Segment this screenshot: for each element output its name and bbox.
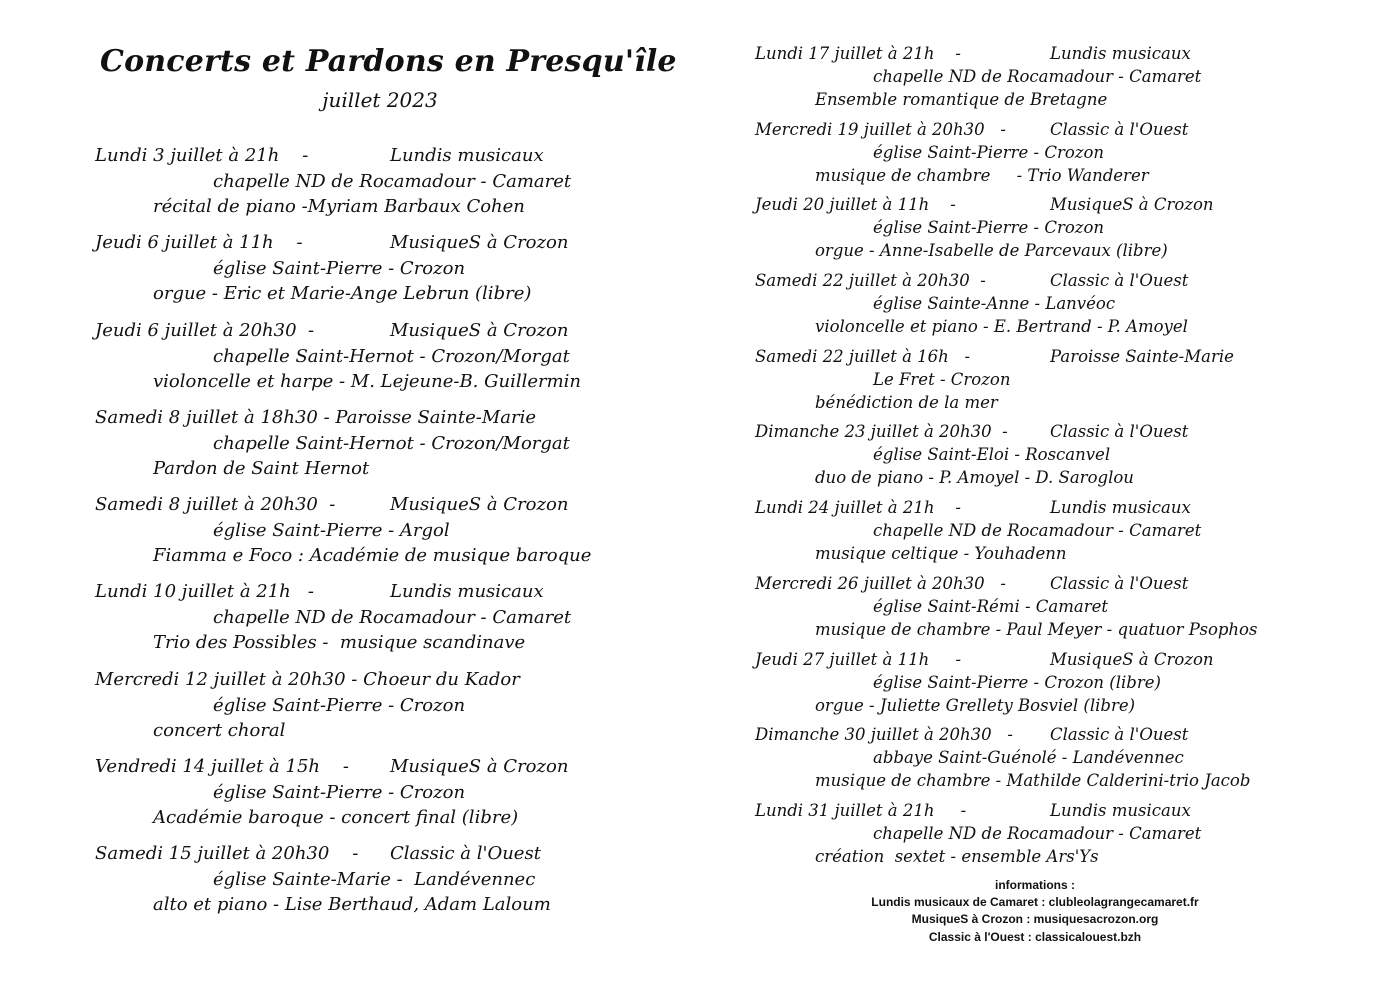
event-program: récital de piano -Myriam Barbaux Cohen	[153, 196, 525, 217]
event-date: Lundi 17 juillet à 21h -	[755, 44, 962, 63]
event-program: musique celtique - Youhadenn	[815, 544, 1067, 564]
event-date: Jeudi 27 juillet à 11h -	[755, 649, 962, 669]
event-date: Lundi 10 juillet à 21h -	[95, 581, 315, 603]
event-entry	[755, 801, 1375, 877]
event-entry	[755, 195, 1375, 271]
event-program: concert choral	[153, 719, 286, 741]
event-organizer: Lundis musicaux	[1050, 498, 1191, 518]
event-organizer: MusiqueS à Crozon	[390, 319, 569, 341]
event-heading-line	[755, 422, 1188, 441]
event-organizer: Lundis musicaux	[390, 145, 544, 166]
event-organizer: MusiqueS à Crozon	[1050, 195, 1214, 215]
event-entry	[95, 232, 695, 319]
event-heading-line	[95, 145, 544, 166]
event-heading-line	[755, 498, 1191, 517]
event-heading-line	[95, 581, 544, 602]
event-date: Samedi 22 juillet à 20h30 -	[755, 271, 986, 291]
event-organizer: Lundis musicaux	[1050, 800, 1191, 820]
event-heading-line	[95, 843, 541, 864]
event-program: musique de chambre - Mathilde Calderini-trio Jacob	[815, 771, 1251, 791]
event-date: Mercredi 19 juillet à 20h30 -	[755, 119, 1006, 139]
event-heading-line	[755, 120, 1188, 139]
event-date: Jeudi 20 juillet à 11h -	[755, 195, 956, 215]
event-date: Lundi 24 juillet à 21h -	[755, 498, 962, 518]
event-heading-line	[755, 650, 1214, 669]
event-entry	[755, 650, 1375, 726]
event-entry	[755, 725, 1375, 801]
event-venue: église Saint-Pierre - Crozon	[213, 782, 466, 804]
event-heading-line	[755, 801, 1191, 820]
event-entry	[755, 498, 1375, 574]
event-venue: chapelle ND de Rocamadour - Camaret	[873, 521, 1202, 541]
info-heading: informations :	[995, 878, 1075, 892]
event-heading-line	[755, 44, 1191, 63]
event-heading-line	[755, 725, 1188, 744]
event-organizer: MusiqueS à Crozon	[390, 494, 569, 516]
event-organizer: Classic à l'Ouest	[1050, 573, 1189, 593]
event-entry	[95, 407, 695, 494]
right-column-events	[755, 44, 1375, 877]
event-organizer: Classic à l'Ouest	[1050, 725, 1189, 745]
event-venue: chapelle Saint-Hernot - Crozon/Morgat	[213, 432, 570, 454]
event-venue: église Saint-Pierre - Argol	[213, 520, 450, 542]
event-venue: Le Fret - Crozon	[873, 369, 1011, 389]
event-entry	[755, 44, 1375, 120]
event-heading-line	[755, 347, 1234, 366]
event-venue: église Saint-Rémi - Camaret	[873, 596, 1109, 616]
event-program: Académie baroque - concert final (libre)	[153, 807, 519, 829]
event-heading-line	[95, 407, 536, 428]
event-program: musique de chambre - Trio Wanderer	[815, 165, 1149, 185]
event-date: Samedi 22 juillet à 16h -	[755, 346, 971, 366]
event-organizer: Classic à l'Ouest	[1050, 119, 1189, 139]
event-organizer: Paroisse Sainte-Marie	[1050, 346, 1234, 366]
event-entry	[95, 494, 695, 581]
event-program: orgue - Eric et Marie-Ange Lebrun (libre)	[153, 283, 532, 305]
event-date: Dimanche 23 juillet à 20h30 -	[755, 422, 1008, 442]
info-line: Classic à l'Ouest : classicalouest.bzh	[928, 929, 1142, 944]
event-program: Trio des Possibles - musique scandinave	[153, 632, 526, 654]
event-date: Dimanche 30 juillet à 20h30 -	[755, 725, 1013, 745]
event-date: Lundi 31 juillet à 21h -	[755, 800, 967, 820]
event-venue: église Saint-Pierre - Crozon	[213, 258, 466, 280]
event-program: duo de piano - P. Amoyel - D. Saroglou	[815, 468, 1134, 488]
event-date: Mercredi 26 juillet à 20h30 -	[755, 573, 1006, 593]
event-program: alto et piano - Lise Berthaud, Adam Laloum	[153, 894, 551, 916]
event-entry	[755, 120, 1375, 196]
event-heading-line	[755, 195, 1214, 214]
event-program: Pardon de Saint Hernot	[153, 457, 370, 479]
event-venue: église Sainte-Marie - Landévennec	[213, 869, 536, 891]
event-heading-line	[95, 232, 568, 253]
info-line: MusiqueS à Crozon : musiquesacrozon.org	[911, 912, 1159, 927]
event-organizer: Classic à l'Ouest	[390, 843, 541, 865]
event-venue: chapelle ND de Rocamadour - Camaret	[213, 607, 572, 629]
event-program: violoncelle et piano - E. Bertrand - P. Amoyel	[815, 317, 1188, 337]
event-entry	[755, 271, 1375, 347]
event-venue: chapelle ND de Rocamadour - Camaret	[873, 823, 1202, 843]
event-venue: église Sainte-Anne - Lanvéoc	[873, 294, 1116, 314]
event-heading-line	[755, 574, 1188, 593]
event-program: bénédiction de la mer	[815, 392, 998, 412]
event-heading-line	[95, 320, 568, 341]
event-heading-line	[95, 669, 520, 690]
info-line: Lundis musicaux de Camaret : clubleolagrangecamaret.fr	[871, 895, 1199, 910]
event-organizer: Lundis musicaux	[390, 581, 544, 603]
event-date: Mercredi 12 juillet à 20h30 - Choeur du Kador	[95, 668, 520, 690]
event-entry	[95, 669, 695, 756]
event-heading-line	[95, 756, 568, 777]
event-entry	[95, 581, 695, 668]
event-program: orgue - Anne-Isabelle de Parcevaux (libre)	[815, 241, 1168, 261]
event-heading-line	[95, 494, 568, 515]
event-program: violoncelle et harpe - M. Lejeune-B. Guillermin	[153, 370, 582, 392]
event-date: Samedi 8 juillet à 20h30 -	[95, 494, 336, 516]
event-venue: abbaye Saint-Guénolé - Landévennec	[873, 748, 1184, 768]
event-heading-line	[755, 271, 1188, 290]
event-program: musique de chambre - Paul Meyer - quatuor Psophos	[815, 619, 1258, 639]
event-date: Samedi 15 juillet à 20h30 -	[95, 843, 359, 865]
page-title: Concerts et Pardons en Presqu'île	[100, 44, 677, 79]
event-entry	[95, 843, 695, 930]
event-date: Samedi 8 juillet à 18h30 - Paroisse Sainte-Marie	[95, 406, 537, 428]
information-block	[840, 877, 1230, 946]
event-organizer: Classic à l'Ouest	[1050, 422, 1189, 442]
event-venue: chapelle ND de Rocamadour - Camaret	[873, 67, 1202, 86]
event-organizer: Lundis musicaux	[1050, 44, 1191, 63]
event-venue: chapelle ND de Rocamadour - Camaret	[213, 171, 572, 192]
event-program: création sextet - ensemble Ars'Ys	[815, 846, 1099, 866]
event-organizer: MusiqueS à Crozon	[390, 756, 569, 778]
event-date: Jeudi 6 juillet à 11h -	[95, 232, 303, 254]
page-subtitle: juillet 2023	[322, 88, 438, 112]
event-organizer: Classic à l'Ouest	[1050, 271, 1189, 291]
event-entry	[755, 422, 1375, 498]
event-venue: chapelle Saint-Hernot - Crozon/Morgat	[213, 345, 570, 367]
event-venue: église Saint-Pierre - Crozon	[873, 142, 1105, 162]
event-date: Vendredi 14 juillet à 15h -	[95, 756, 349, 778]
event-venue: église Saint-Pierre - Crozon	[873, 218, 1105, 238]
left-column-events	[95, 145, 695, 931]
event-venue: église Saint-Eloi - Roscanvel	[873, 445, 1111, 465]
event-venue: église Saint-Pierre - Crozon (libre)	[873, 672, 1161, 692]
event-program: Fiamma e Foco : Académie de musique baroque	[153, 545, 592, 567]
event-venue: église Saint-Pierre - Crozon	[213, 694, 466, 716]
event-program: Ensemble romantique de Bretagne	[815, 90, 1108, 109]
event-organizer: MusiqueS à Crozon	[1050, 649, 1214, 669]
event-entry	[755, 574, 1375, 650]
event-entry	[95, 145, 695, 232]
event-organizer: MusiqueS à Crozon	[390, 232, 569, 254]
event-date: Jeudi 6 juillet à 20h30 -	[95, 319, 315, 341]
event-date: Lundi 3 juillet à 21h -	[95, 145, 309, 166]
event-entry	[755, 347, 1375, 423]
event-program: orgue - Juliette Grellety Bosviel (libre)	[815, 695, 1136, 715]
event-entry	[95, 320, 695, 407]
event-entry	[95, 756, 695, 843]
